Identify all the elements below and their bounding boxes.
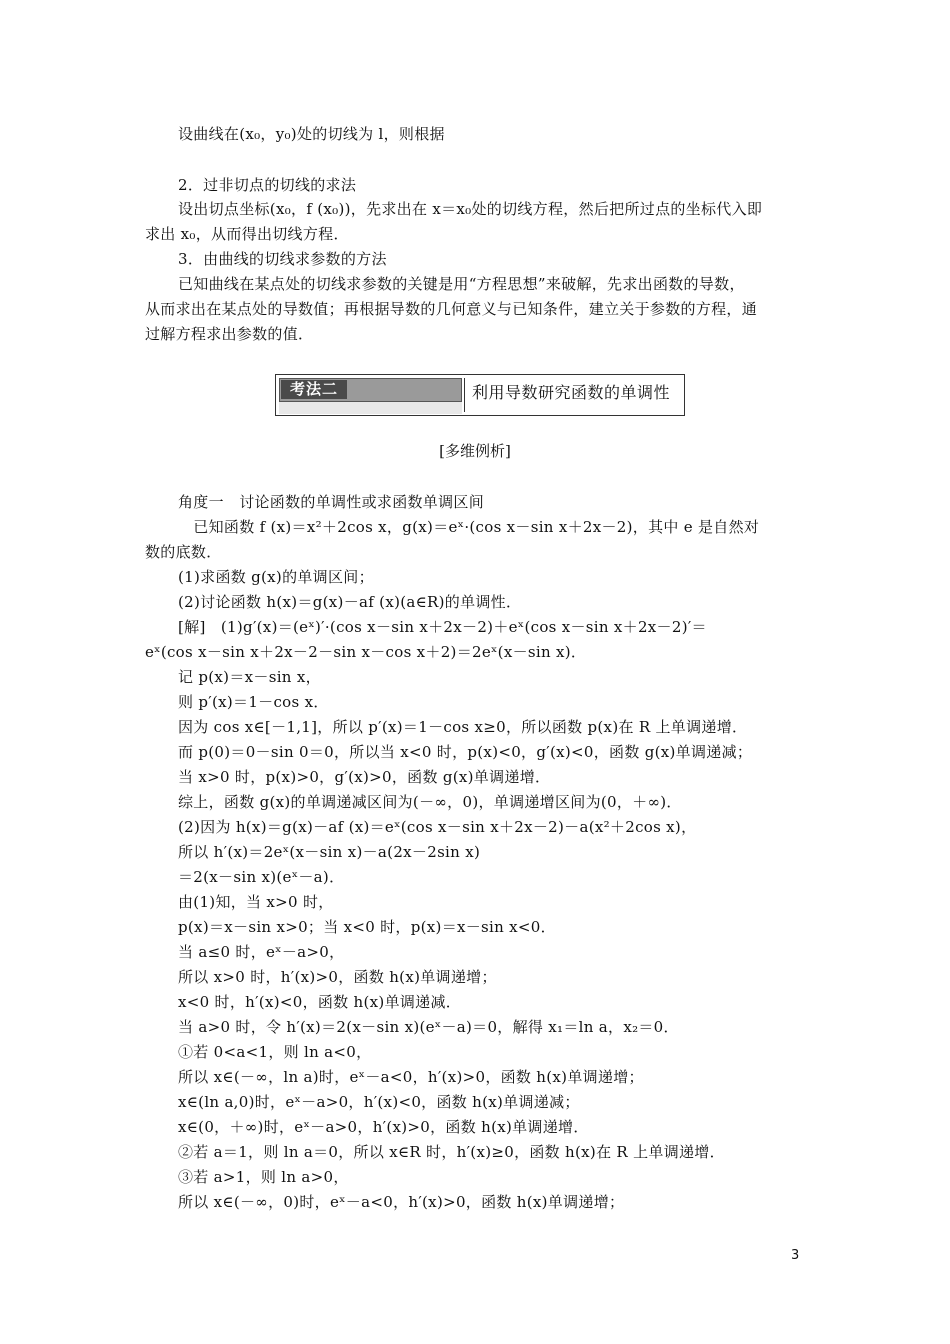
text-line: 综上，函数 g(x)的单调递减区间为(－∞，0)，单调递增区间为(0，＋∞)． [178,793,682,811]
text-line: (2)因为 h(x)＝g(x)－af (x)＝eˣ(cos x－sin x＋2x－2)－a(x²＋2cos x)， [178,818,697,836]
text-line: 已知函数 f (x)＝x²＋2cos x，g(x)＝eˣ·(cos x－sin x＋2x－2)，其中 e 是自然对 [178,518,760,536]
text-line: (2)讨论函数 h(x)＝g(x)－af (x)(a∈R)的单调性． [178,593,522,611]
text-line: 已知曲线在某点处的切线求参数的关键是用“方程思想”来破解，先求出函数的导数， [178,275,745,293]
divider [464,378,465,412]
text-line: 由(1)知，当 x>0 时， [178,893,334,911]
text-line: 数的底数． [145,543,222,561]
text-line: p(x)＝x－sin x>0；当 x<0 时，p(x)＝x－sin x<0． [178,918,556,936]
text-line: 而 p(0)＝0－sin 0＝0，所以当 x<0 时，p(x)<0，g′(x)<0，函数 g(x)单调递减； [178,743,753,761]
section-title-box [275,374,685,416]
text-line: 2．过非切点的切线的求法 [178,176,357,194]
text-line: 过解方程求出参数的值． [145,325,314,343]
section-tag: 考法二 [281,380,347,399]
text-line: 求出 x₀，从而得出切线方程． [145,225,349,243]
text-line: ③若 a>1，则 ln a>0， [178,1168,349,1186]
text-line: 所以 x>0 时，h′(x)>0，函数 h(x)单调递增； [178,968,497,986]
text-line: 所以 h′(x)＝2eˣ(x－sin x)－a(2x－2sin x) [178,843,481,861]
text-line: x∈(ln a,0)时，eˣ－a>0，h′(x)<0，函数 h(x)单调递减； [178,1093,580,1111]
text-line: ①若 0<a<1，则 ln a<0， [178,1043,372,1061]
text-line: 设曲线在(x₀，y₀)处的切线为 l，则根据 [178,125,445,143]
text-line: ＝2(x－sin x)(eˣ－a)． [178,868,345,886]
subheading: [多维例析] [439,442,511,460]
text-line: (1)求函数 g(x)的单调区间； [178,568,374,586]
section-title: 利用导数研究函数的单调性 [472,383,671,402]
page-number: 3 [791,1248,800,1263]
text-line: 所以 x∈(－∞，ln a)时，eˣ－a<0，h′(x)>0，函数 h(x)单调递增； [178,1068,644,1086]
text-line: [解] (1)g′(x)＝(eˣ)′·(cos x－sin x＋2x－2)＋eˣ(cos x－sin x＋2x－2)′＝ [178,618,707,636]
text-line: ②若 a＝1，则 ln a＝0，所以 x∈R 时，h′(x)≥0，函数 h(x)在 R 上单调递增． [178,1143,725,1161]
text-line: 当 a≤0 时，eˣ－a>0， [178,943,345,961]
text-line: 3．由曲线的切线求参数的方法 [178,250,387,268]
text-line: 记 p(x)＝x－sin x， [178,668,321,686]
text-line: 当 a>0 时，令 h′(x)＝2(x－sin x)(eˣ－a)＝0，解得 x₁＝ln a，x₂＝0． [178,1018,679,1036]
text-line: 从而求出在某点处的导数值；再根据导数的几何意义与已知条件，建立关于参数的方程，通 [145,300,758,318]
text-line: 设出切点坐标(x₀，f (x₀))，先求出在 x＝x₀处的切线方程，然后把所过点的坐标代入即 [178,200,763,218]
text-line: x<0 时，h′(x)<0，函数 h(x)单调递减． [178,993,462,1011]
text-line: eˣ(cos x－sin x＋2x－2－sin x－cos x＋2)＝2eˣ(x－sin x)． [145,643,587,661]
text-line: 当 x>0 时，p(x)>0，g′(x)>0，函数 g(x)单调递增． [178,768,551,786]
section-tag-banner [279,378,462,414]
text-line: 所以 x∈(－∞，0)时，eˣ－a<0，h′(x)>0，函数 h(x)单调递增； [178,1193,625,1211]
text-line: 则 p′(x)＝1－cos x． [178,693,329,711]
text-line: 角度一 讨论函数的单调性或求函数单调区间 [178,493,485,511]
text-line: x∈(0，＋∞)时，eˣ－a>0，h′(x)>0，函数 h(x)单调递增． [178,1118,589,1136]
text-line: 因为 cos x∈[－1,1]，所以 p′(x)＝1－cos x≥0，所以函数 p(x)在 R 上单调递增． [178,718,748,736]
